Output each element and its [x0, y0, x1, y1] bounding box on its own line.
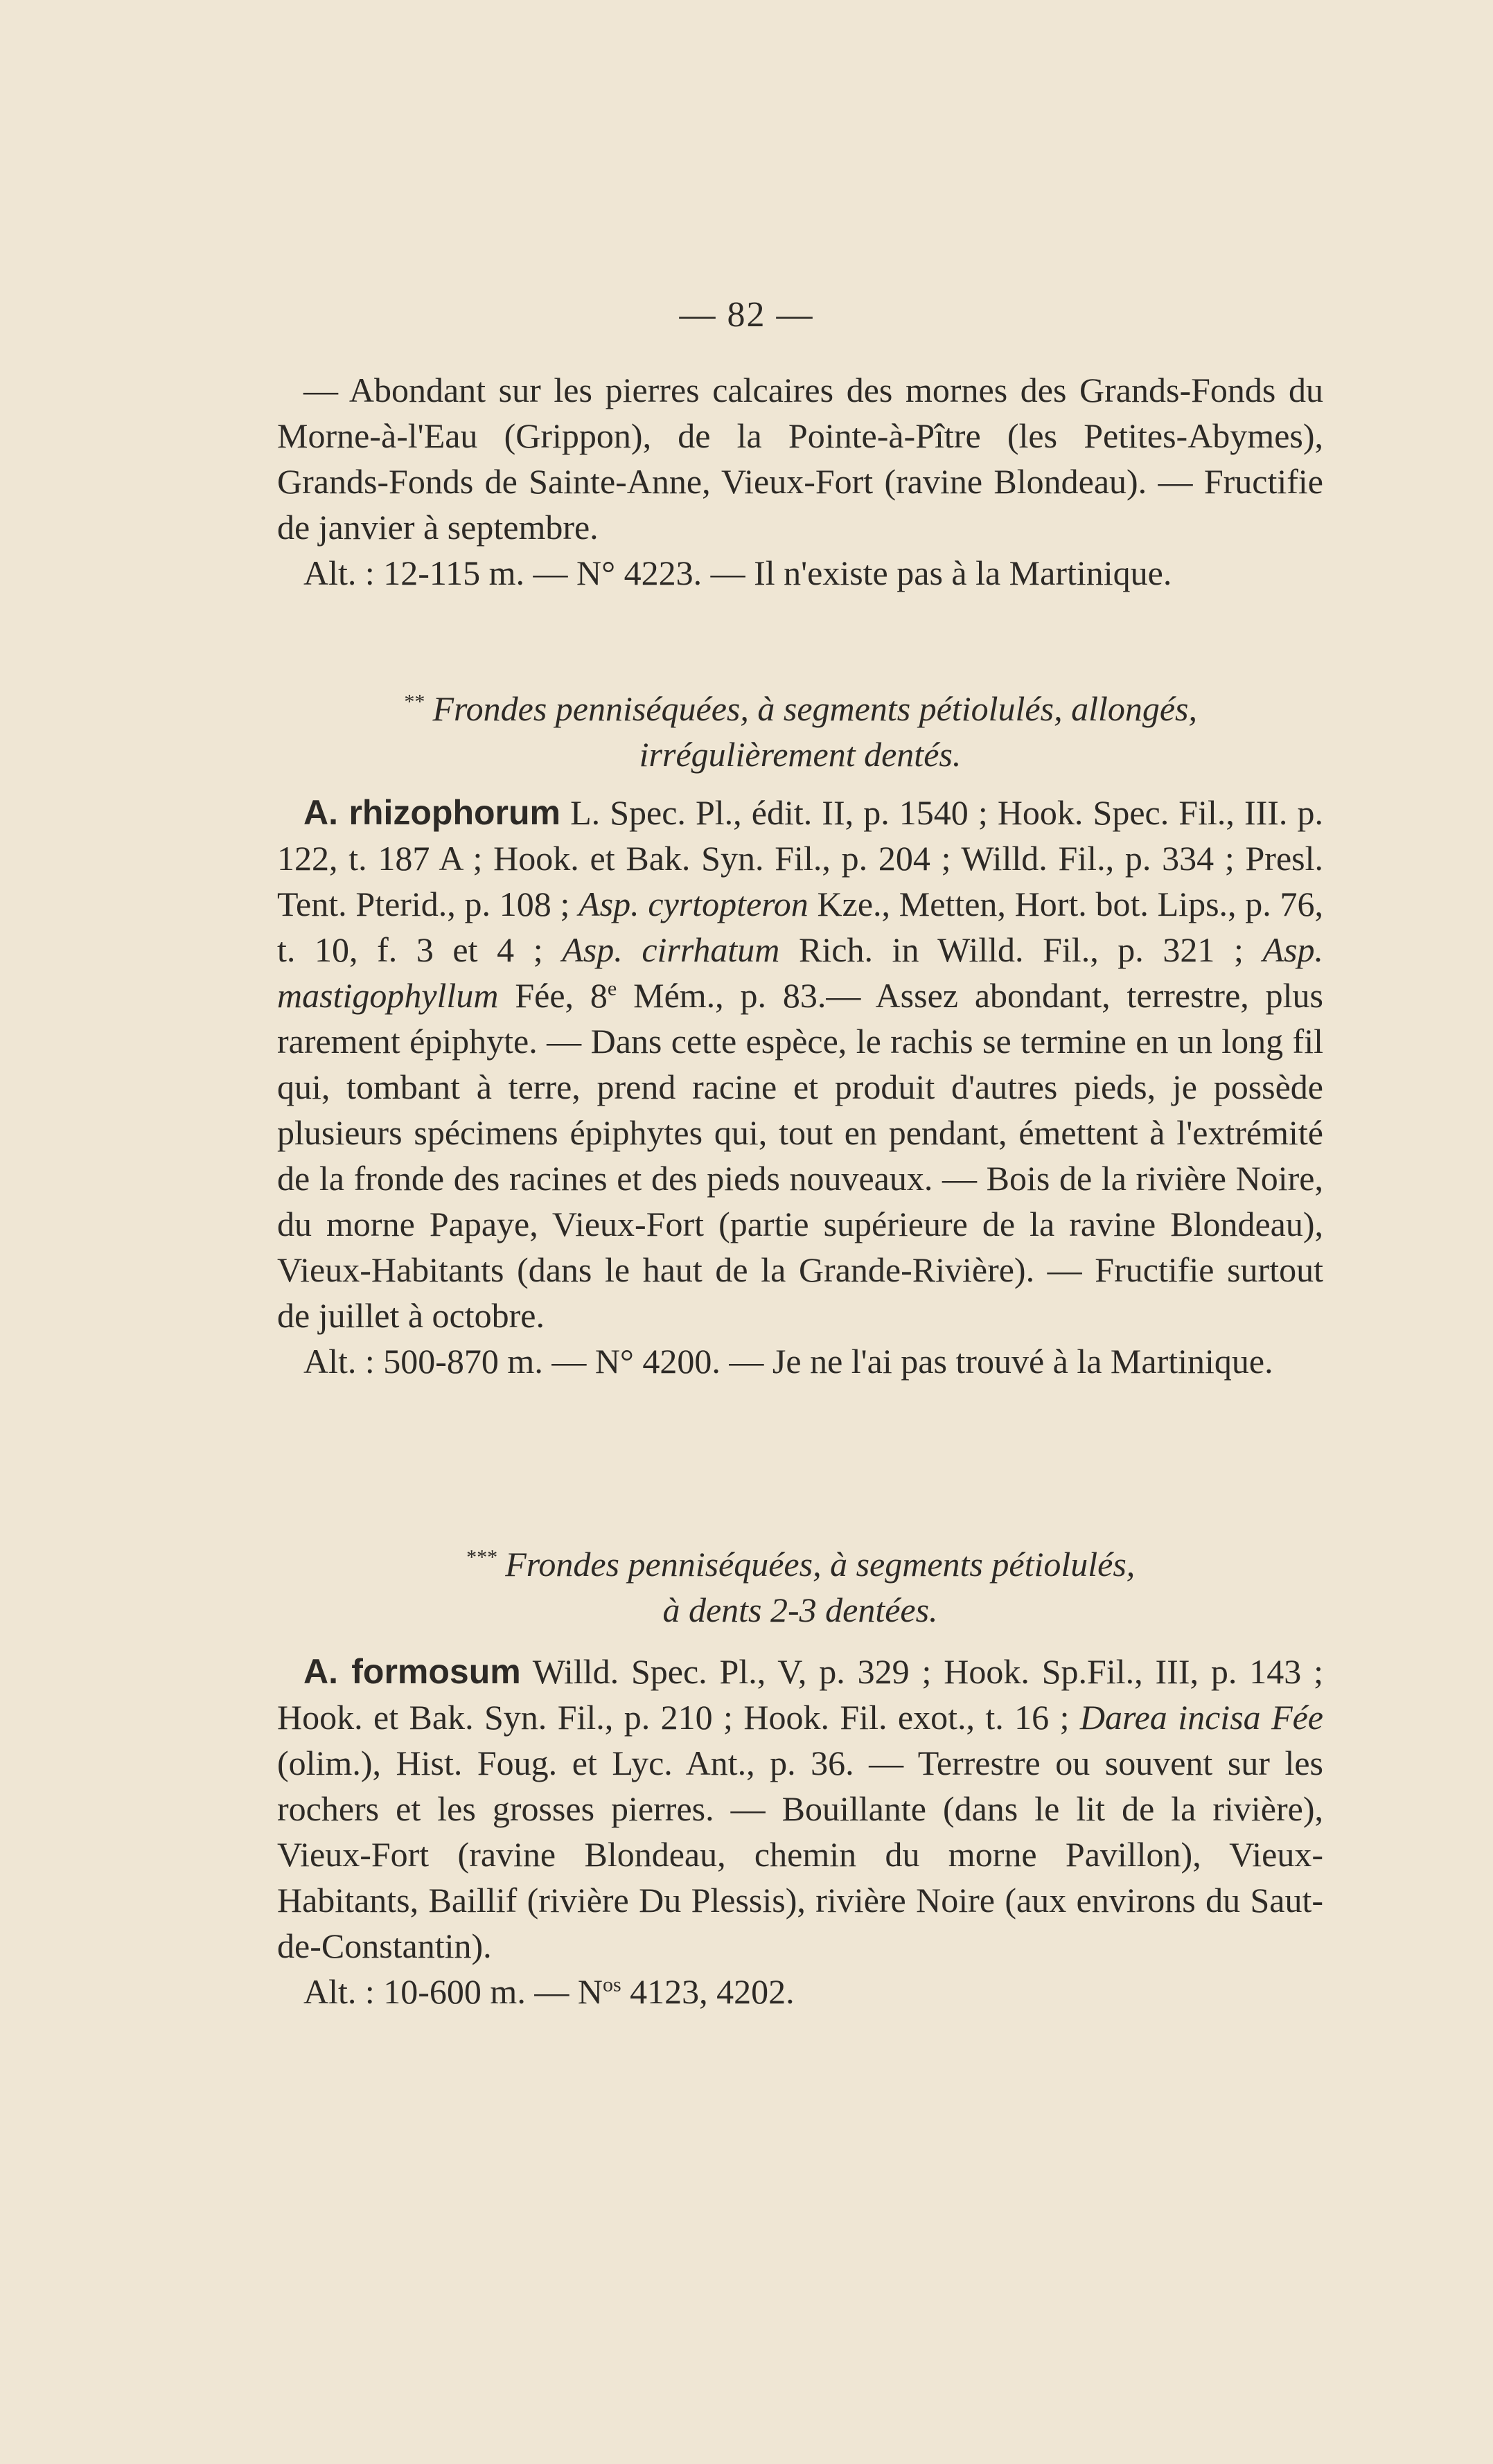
entry-3-alt-pre: Alt. : 10-600 m. — N [303, 1972, 603, 2011]
entry-2-sup: e [607, 977, 617, 1000]
entry-3-text [277, 1649, 1323, 1969]
entry-2-alt: Alt. : 500-870 m. — N° 4200. — Je ne l'ai pas trouvé à la Martinique. [303, 1342, 1273, 1381]
entry-2-seg-4: Fée, 8 [498, 976, 608, 1015]
heading-3-line-2: à dents 2-3 dentées. [662, 1590, 938, 1629]
entry-3-alt [277, 1969, 1323, 2014]
heading-2 [277, 686, 1323, 777]
block-1-alt: Alt. : 12-115 m. — N° 4223. — Il n'existe pas à la Martinique. [303, 553, 1172, 592]
heading-3-line-1-text: Frondes penniséquées, à segments pétiolulés, [505, 1545, 1136, 1584]
species-name: A. rhizophorum [303, 793, 560, 832]
block-1 [277, 367, 1323, 596]
heading-2-line-1-text: Frondes penniséquées, à segments pétiolulés, allongés, [432, 689, 1197, 728]
entry-3-alt-sup: os [602, 1973, 621, 1996]
entry-3-seg-2: (olim.), Hist. Foug. et Lyc. Ant., p. 36. — Terrestre ou souvent sur les rochers et les grosses pierres. — Bouillante (dans le lit de la rivière), Vieux-Fort (ravine Blondeau, chemin du morne Pavillon), Vieux-Habitants, Baillif (rivière Du Plessis), rivière Noire (aux environs du Saut-de-Constantin). [277, 1744, 1323, 1965]
heading-2-marker: ** [403, 690, 424, 714]
entry-2-seg-1: L. Spec. Pl., édit. II, p. 1540 ; Hook. Spec. Fil., III. p. 122, t. 187 A ; Hook. et Bak. Syn. Fil., p. 204 ; Willd. Fil., p. 334 ; Presl. Tent. Pterid., p. 108 ; [277, 793, 1323, 923]
entry-2-seg-5: Mém., p. 83.— Assez abondant, terrestre, plus rarement épiphyte. — Dans cette espèce, le rachis se termine en un long fil qui, tombant à terre, prend racine et produit d'autres pieds, je possède plusieurs spécimens épiphytes qui, tout en pendant, émettent à l'extrémité de la fronde des racines et des pieds nouveaux. — Bois de la rivière Noire, du morne Papaye, Vieux-Fort (partie supérieure de la ravine Blondeau), Vieux-Habitants (dans le haut de la Grande-Rivière). — Fructifie surtout de juillet à octobre. [277, 976, 1323, 1335]
heading-3-line-1 [277, 1541, 1323, 1587]
block-1-text: — Abondant sur les pierres calcaires des mornes des Grands-Fonds du Morne-à-l'Eau (Grippon), de la Pointe-à-Pître (les Petites-Abymes), Grands-Fonds de Sainte-Anne, Vieux-Fort (ravine Blondeau). — Fructifie de janvier à septembre. [277, 371, 1323, 547]
entry-2 [277, 790, 1323, 1384]
entry-3-italic-1: Darea incisa Fée [1079, 1698, 1323, 1737]
entry-2-text [277, 790, 1323, 1338]
entry-3 [277, 1649, 1323, 2014]
heading-2-line-2: irrégulièrement dentés. [639, 735, 962, 774]
entry-2-seg-3: Rich. in Willd. Fil., p. 321 ; [779, 930, 1263, 969]
heading-3-marker: *** [465, 1545, 497, 1569]
species-name: A. formosum [303, 1652, 521, 1691]
entry-2-seg-2: Kze., Metten, Hort. bot. Lips., p. 76, t. 10, f. 3 et 4 ; [277, 885, 1323, 969]
entry-2-italic-3: Asp. mastigophyllum [277, 930, 1323, 1015]
heading-3 [277, 1541, 1323, 1633]
entry-3-seg-1: Willd. Spec. Pl., V, p. 329 ; Hook. Sp.Fil., III, p. 143 ; Hook. et Bak. Syn. Fil., p. 210 ; Hook. Fil. exot., t. 16 ; [277, 1652, 1323, 1737]
entry-3-alt-post: 4123, 4202. [621, 1972, 795, 2011]
entry-2-italic-1: Asp. cyrtopteron [578, 885, 809, 923]
page-number: — 82 — [679, 295, 814, 335]
entry-2-italic-2: Asp. cirrhatum [562, 930, 780, 969]
heading-2-line-1 [277, 686, 1323, 732]
